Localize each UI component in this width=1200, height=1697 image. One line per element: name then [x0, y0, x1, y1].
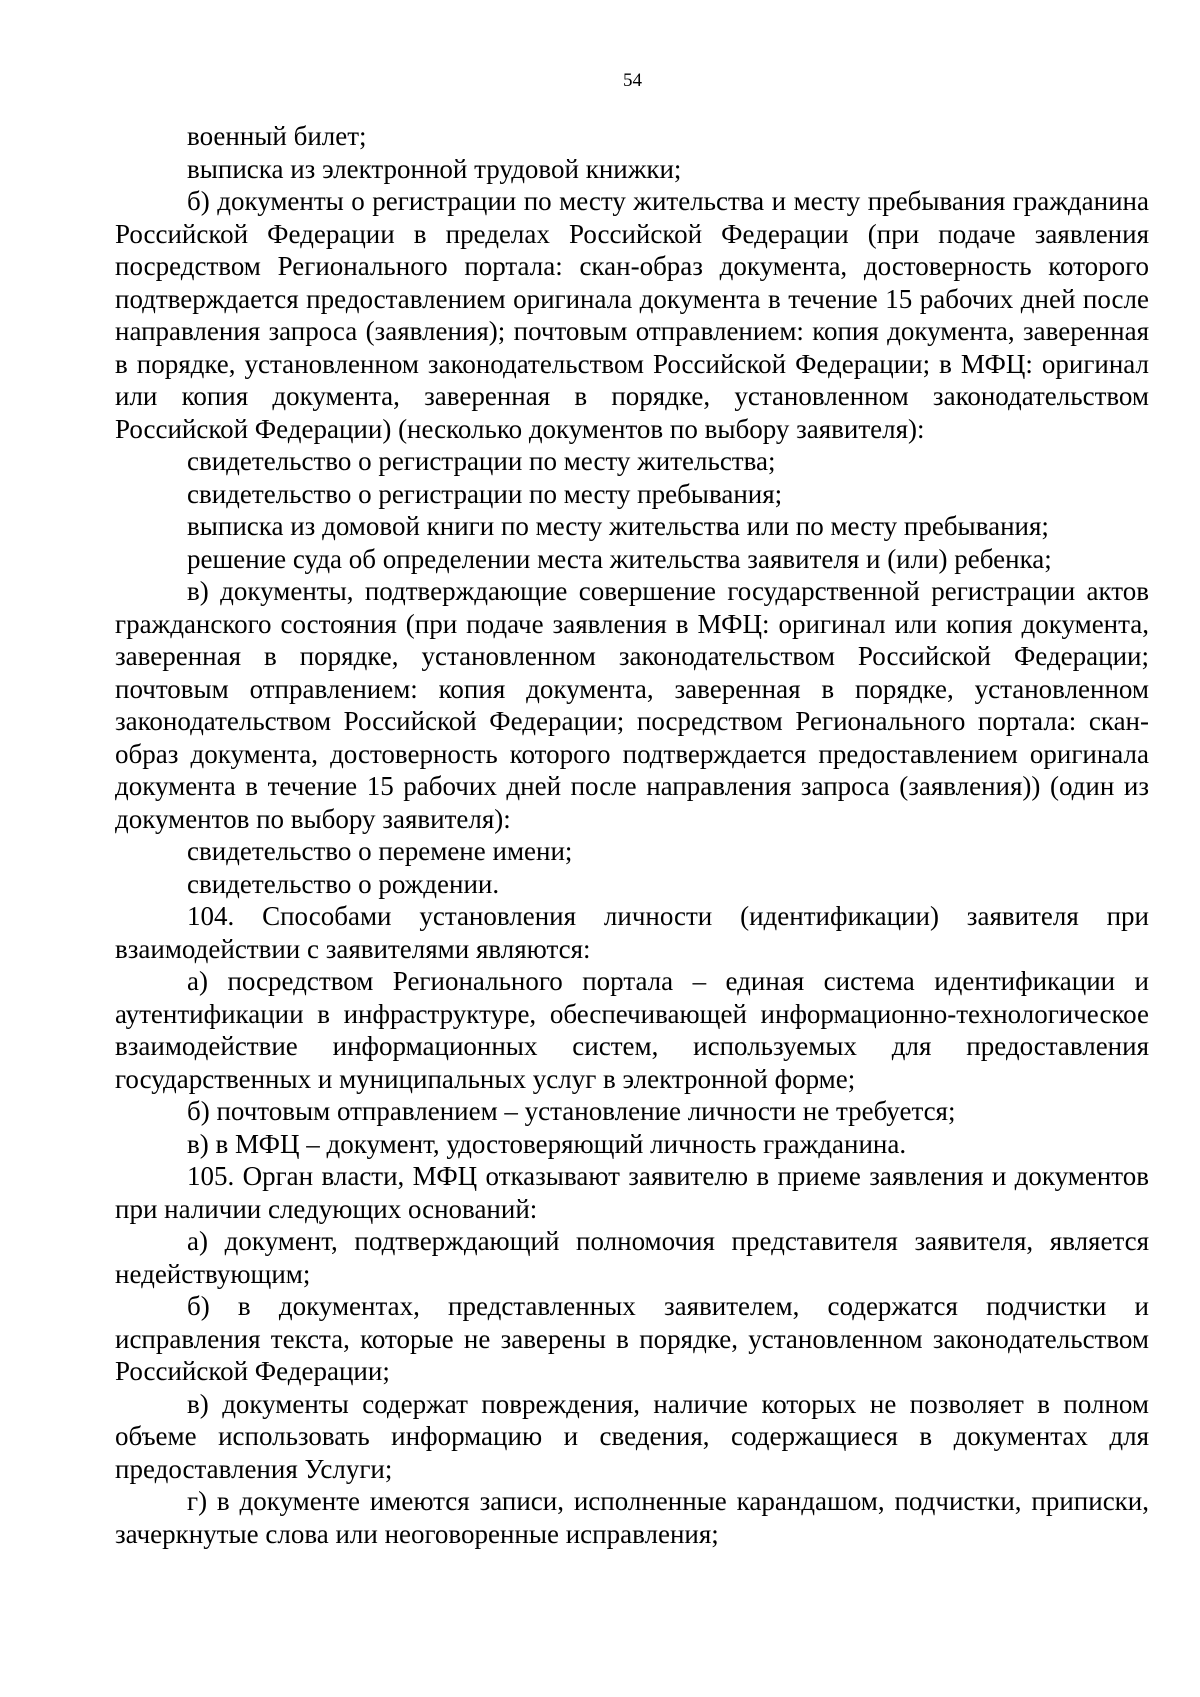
paragraph-104-identification: 104. Способами установления личности (идентификации) заявителя при взаимодействии с заявителями являются: — [115, 901, 1149, 964]
paragraph-105-g-pencil-records: г) в документе имеются записи, исполненные карандашом, подчистки, приписки, зачеркнутые слова или неоговоренные исправления; — [115, 1486, 1149, 1549]
paragraph-name-change-certificate: свидетельство о перемене имени; — [187, 836, 573, 866]
paragraph-105-v-damage: в) документы содержат повреждения, наличие которых не позволяет в полном объеме использовать информацию и сведения, содержащиеся в документах для предоставления Услуги; — [115, 1388, 1149, 1484]
paragraph-105-b-erasures: б) в документах, представленных заявителем, содержатся подчистки и исправления текста, которые не заверены в порядке, установленном законодательством Российской Федерации; — [115, 1291, 1149, 1386]
paragraph-stay-certificate: свидетельство о регистрации по месту пребывания; — [187, 478, 783, 509]
paragraph-court-decision: решение суда об определении места жительства заявителя и (или) ребенка; — [187, 543, 1052, 574]
paragraph-104-a-regional-portal: а) посредством Регионального портала – единая система идентификации и аутентификации в инфраструктуре, обеспечивающей информационно-технологическое взаимодействие информационных систем, используемых для предоставления государственных и муниципальных услуг в электронной форме; — [115, 966, 1149, 1094]
paragraph-residence-certificate: свидетельство о регистрации по месту жительства; — [187, 446, 776, 476]
paragraph-104-b-postal: б) почтовым отправлением – установление личности не требуется; — [187, 1096, 956, 1126]
paragraph-military-id: военный билет; — [187, 121, 367, 151]
paragraph-105-refusal-grounds: 105. Орган власти, МФЦ отказывают заявителю в приеме заявления и документов при наличии следующих оснований: — [115, 1161, 1149, 1224]
paragraph-birth-certificate: свидетельство о рождении. — [187, 868, 500, 899]
document-body — [115, 120, 1149, 1550]
paragraph-104-v-mfc: в) в МФЦ – документ, удостоверяющий личность гражданина. — [187, 1128, 907, 1159]
paragraph-105-a-invalid-authority: а) документ, подтверждающий полномочия представителя заявителя, является недействующим; — [115, 1226, 1149, 1289]
paragraph-house-book-extract: выписка из домовой книги по месту жительства или по месту пребывания; — [187, 511, 1049, 541]
paragraph-residence-registration-docs: б) документы о регистрации по месту жительства и месту пребывания гражданина Российской Федерации в пределах Российской Федерации (при подаче заявления посредством Регионального портала: скан-образ документа, достоверность которого подтверждается предоставлением оригинала документа в течение 15 рабочих дней после направления запроса (заявления); почтовым отправлением: копия документа, заверенная в порядке, установленном законодательством Российской Федерации; в МФЦ: оригинал или копия документа, заверенная в порядке, установленном законодательством Российской Федерации) (несколько документов по выбору заявителя): — [115, 186, 1149, 444]
paragraph-work-book-extract: выписка из электронной трудовой книжки; — [187, 153, 682, 184]
paragraph-civil-status-docs: в) документы, подтверждающие совершение государственной регистрации актов гражданского состояния (при подаче заявления в МФЦ: оригинал или копия документа, заверенная в порядке, установленном законодательством Российской Федерации; почтовым отправлением: копия документа, заверенная в порядке, установленном законодательством Российской Федерации; посредством Регионального портала: скан-образ документа, достоверность которого подтверждается предоставлением оригинала документа в течение 15 рабочих дней после направления запроса (заявления)) (один из документов по выбору заявителя): — [115, 576, 1149, 834]
page-number: 54 — [623, 70, 642, 91]
